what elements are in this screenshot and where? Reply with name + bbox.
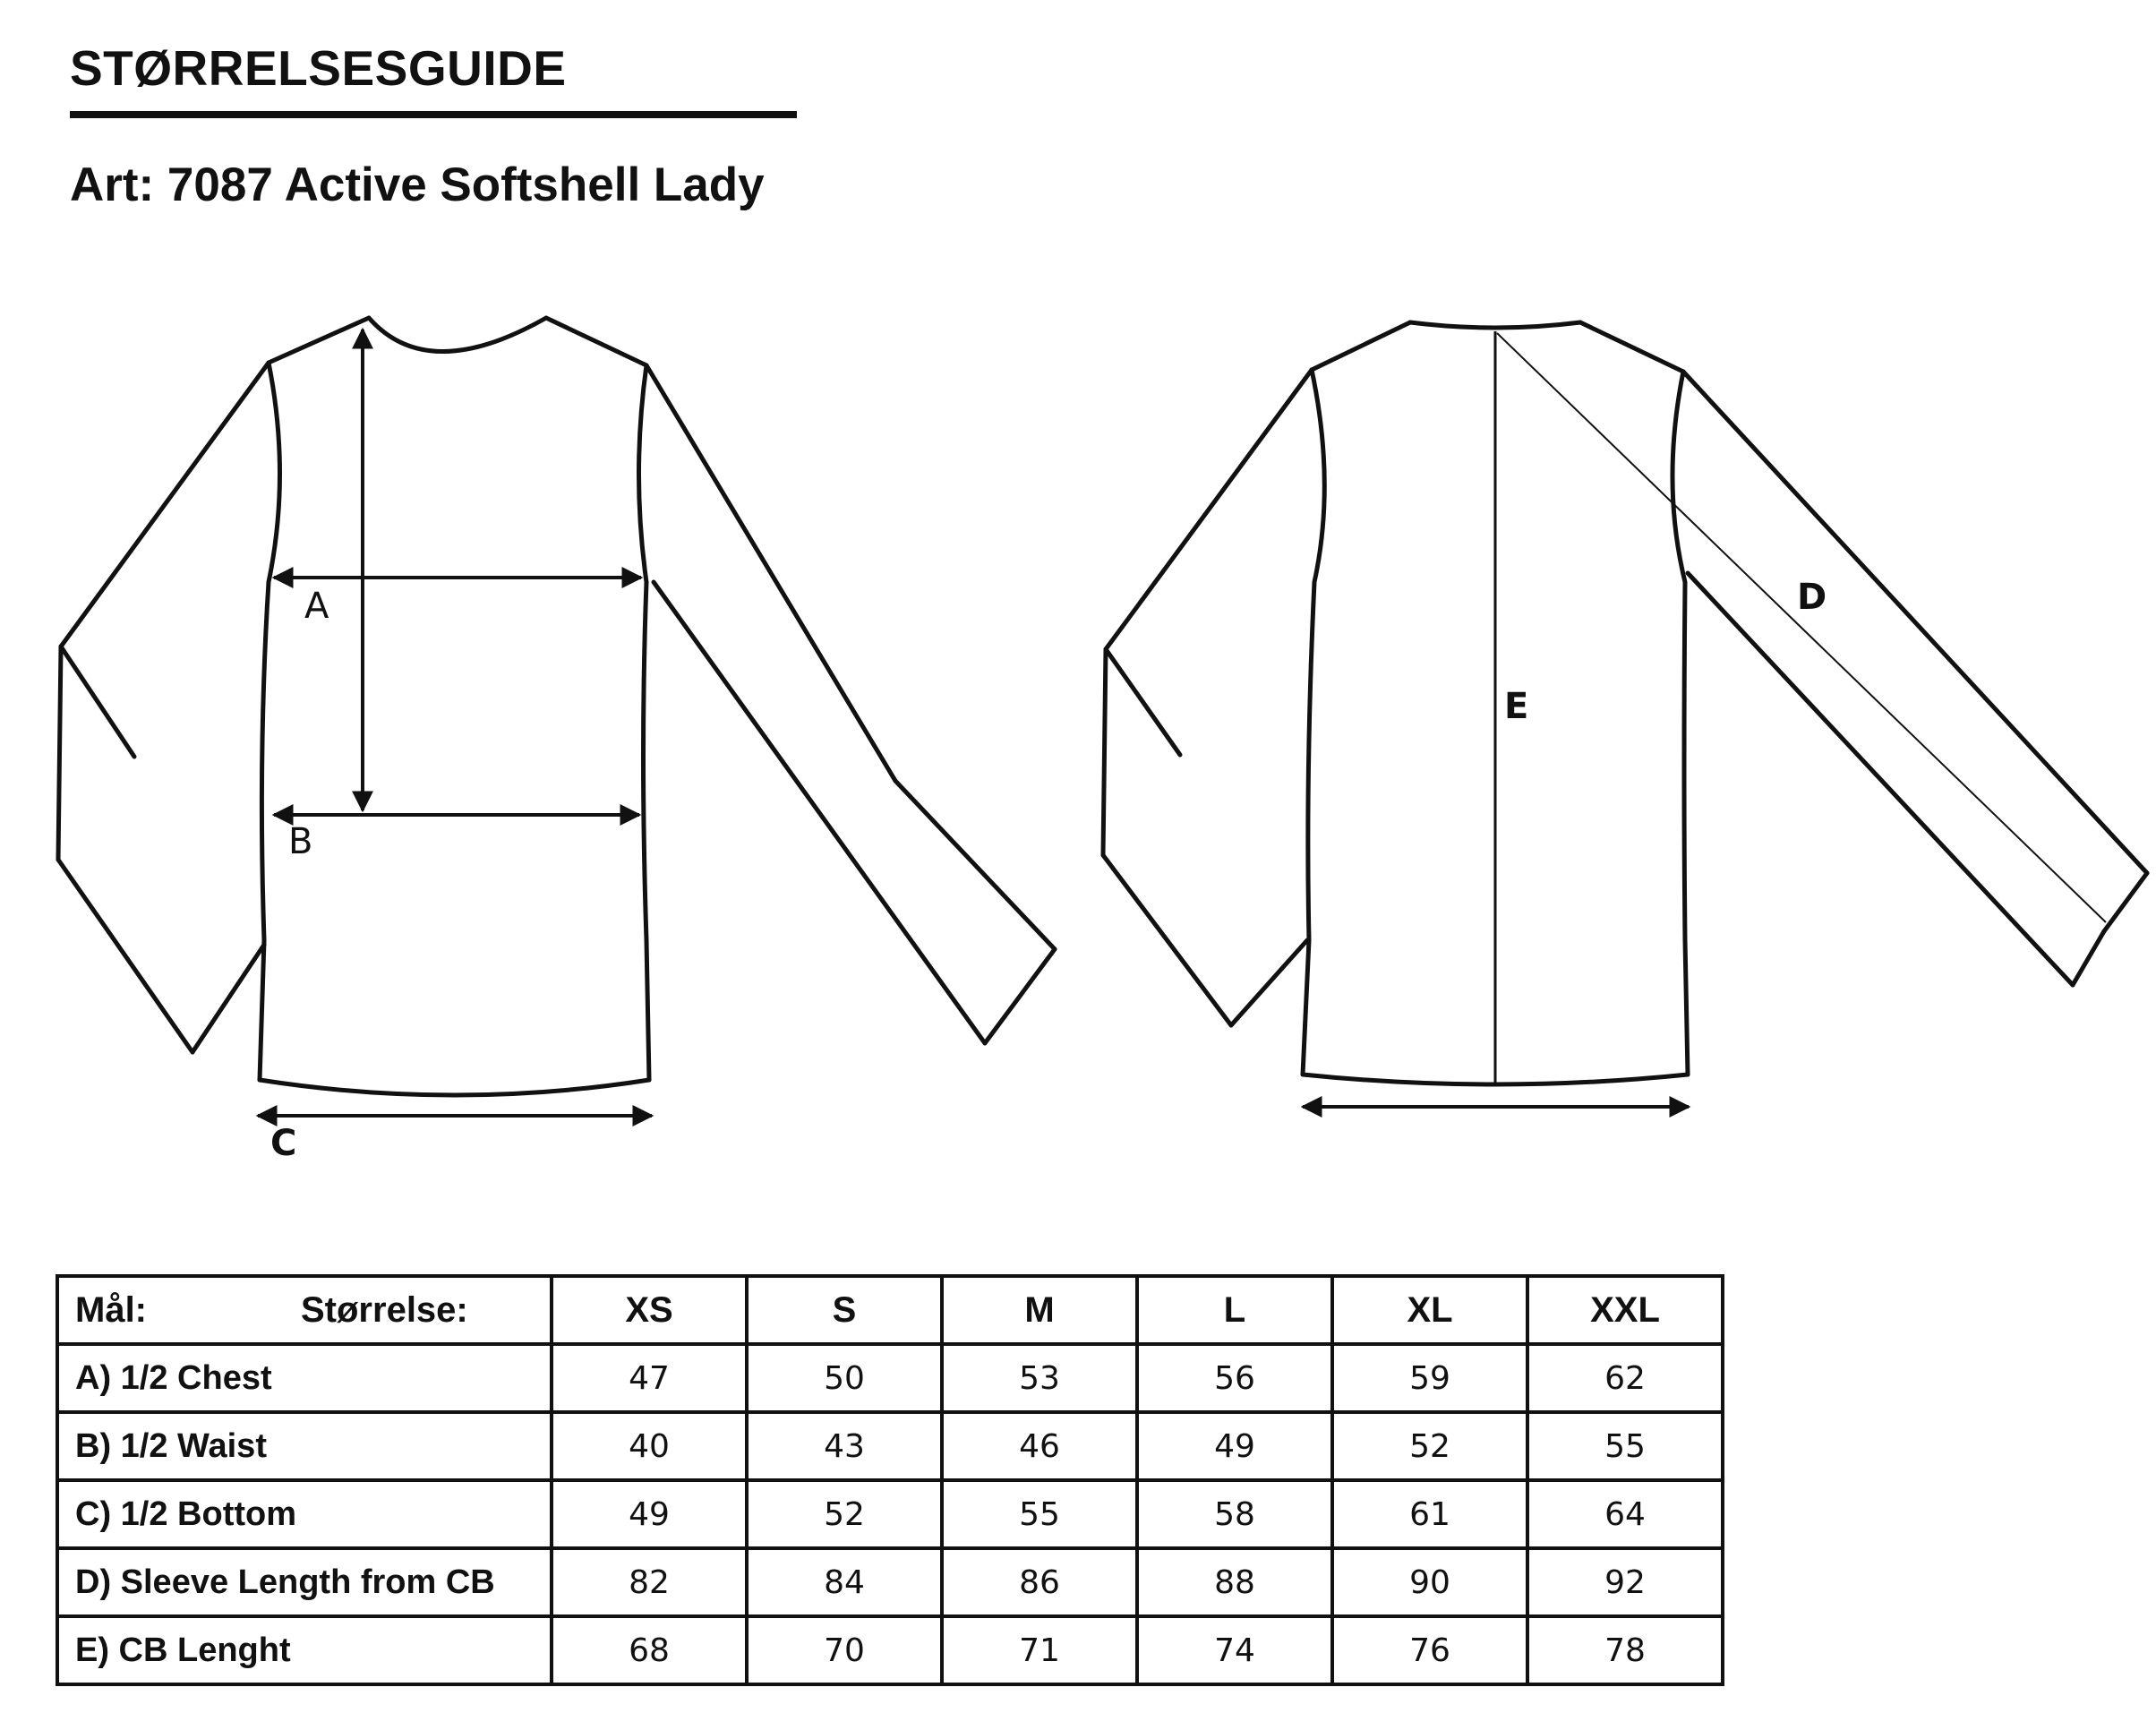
table-cell: 84 xyxy=(747,1548,942,1616)
title-underline xyxy=(70,111,797,118)
measure-label-e: E xyxy=(1504,686,1529,727)
back-jacket-outline xyxy=(1103,322,2147,1084)
table-cell: 71 xyxy=(942,1616,1137,1684)
table-cell: 76 xyxy=(1332,1616,1527,1684)
table-cell: 56 xyxy=(1137,1344,1332,1412)
table-cell: 61 xyxy=(1332,1480,1527,1548)
size-column-header: M xyxy=(942,1276,1137,1344)
garment-diagram xyxy=(0,269,2156,1173)
table-cell: 53 xyxy=(942,1344,1137,1412)
measure-label-a: A xyxy=(304,586,329,627)
row-label: C) 1/2 Bottom xyxy=(57,1480,552,1548)
article-title: Art: 7087 Active Softshell Lady xyxy=(70,158,765,211)
page-title: STØRRELSESGUIDE xyxy=(70,40,567,96)
table-cell: 52 xyxy=(747,1480,942,1548)
table-cell: 62 xyxy=(1527,1344,1723,1412)
front-jacket-outline xyxy=(58,318,1055,1095)
table-cell: 64 xyxy=(1527,1480,1723,1548)
table-cell: 70 xyxy=(747,1616,942,1684)
table-cell: 55 xyxy=(942,1480,1137,1548)
row-label: D) Sleeve Length from CB xyxy=(57,1548,552,1616)
table-cell: 88 xyxy=(1137,1548,1332,1616)
table-cell: 50 xyxy=(747,1344,942,1412)
table-cell: 47 xyxy=(552,1344,747,1412)
row-label: E) CB Lenght xyxy=(57,1616,552,1684)
table-row xyxy=(57,1412,1723,1480)
table-cell: 78 xyxy=(1527,1616,1723,1684)
table-cell: 92 xyxy=(1527,1548,1723,1616)
size-column-header: XS xyxy=(552,1276,747,1344)
table-cell: 52 xyxy=(1332,1412,1527,1480)
table-row xyxy=(57,1616,1723,1684)
table-cell: 74 xyxy=(1137,1616,1332,1684)
table-cell: 58 xyxy=(1137,1480,1332,1548)
table-cell: 40 xyxy=(552,1412,747,1480)
measure-header: Mål: xyxy=(75,1289,147,1330)
table-cell: 59 xyxy=(1332,1344,1527,1412)
table-corner-header xyxy=(57,1276,552,1344)
row-label: A) 1/2 Chest xyxy=(57,1344,552,1412)
back-measure-lines xyxy=(1303,331,2106,1107)
table-cell: 49 xyxy=(552,1480,747,1548)
table-cell: 49 xyxy=(1137,1412,1332,1480)
table-header-row xyxy=(57,1276,1723,1344)
table-row xyxy=(57,1480,1723,1548)
size-column-header: XXL xyxy=(1527,1276,1723,1344)
table-cell: 55 xyxy=(1527,1412,1723,1480)
size-header: Størrelse: xyxy=(301,1289,468,1330)
size-column-header: L xyxy=(1137,1276,1332,1344)
size-table xyxy=(56,1274,1724,1686)
table-cell: 68 xyxy=(552,1616,747,1684)
table-row xyxy=(57,1344,1723,1412)
size-column-header: S xyxy=(747,1276,942,1344)
table-cell: 43 xyxy=(747,1412,942,1480)
table-cell: 90 xyxy=(1332,1548,1527,1616)
row-label: B) 1/2 Waist xyxy=(57,1412,552,1480)
front-measure-lines xyxy=(258,330,652,1116)
table-row xyxy=(57,1548,1723,1616)
table-cell: 82 xyxy=(552,1548,747,1616)
measure-label-c: C xyxy=(270,1123,297,1164)
table-cell: 86 xyxy=(942,1548,1137,1616)
size-column-header: XL xyxy=(1332,1276,1527,1344)
table-cell: 46 xyxy=(942,1412,1137,1480)
measure-label-b: B xyxy=(288,821,313,862)
measure-label-d: D xyxy=(1797,577,1827,618)
